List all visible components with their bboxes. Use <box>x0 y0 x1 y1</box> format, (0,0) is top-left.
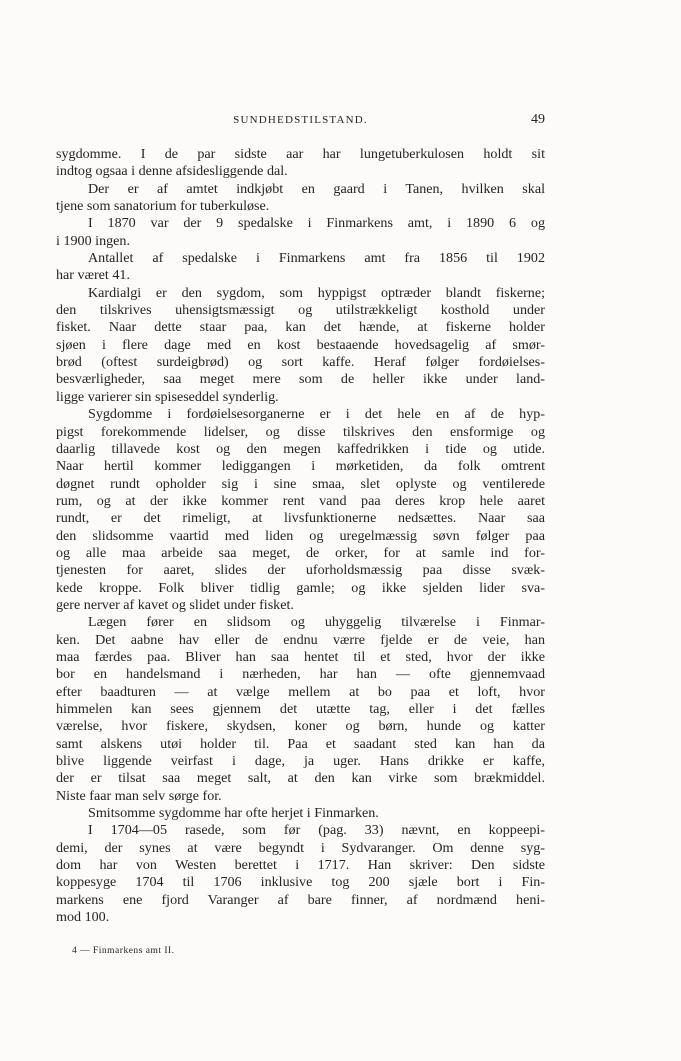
running-title: SUNDHEDSTILSTAND. <box>233 114 368 126</box>
body-text <box>56 146 545 926</box>
text-line: himmelen kan sees gjennem det utætte tag, eller i det fælles <box>56 701 545 717</box>
text-line: demi, der synes at være begyndt i Sydvaranger. Om denne syg- <box>56 839 545 856</box>
text-line: samt alskens utøi holder til. Paa et saadant sted kan han da <box>56 735 545 752</box>
text-line: koppesyge 1704 til 1706 inklusive tog 200 sjæle bort i Fin- <box>56 874 545 891</box>
text-line: sygdomme. I de par sidste aar har lungetuberkulosen holdt sit <box>56 146 545 162</box>
text-line: Naar hertil kommer lediggangen i mørketiden, da folk omtrent <box>56 458 545 475</box>
text-line: den tilskrives uhensigtsmæssigt og utilstrækkeligt kosthold under <box>56 302 545 319</box>
text-line: Kardialgi er den sygdom, som hyppigst optræder blandt fiskerne; <box>88 284 545 301</box>
text-line: dom har von Westen berettet i 1717. Han skriver: Den sidste <box>56 857 545 874</box>
text-line: kede kroppe. Folk bliver tidlig gamle; og ikke sjelden lider sva- <box>56 579 545 596</box>
text-line: maa færdes paa. Bliver han saa hentet til et sted, hvor der ikke <box>56 648 545 665</box>
text-line: gere nerver af kavet og slidet under fisket. <box>56 596 294 613</box>
text-line: sjøen i flere dage med en kost bestaaende hovedsagelig af smør- <box>56 336 545 353</box>
running-head <box>56 112 545 130</box>
text-line: pigst forekommende lidelser, og disse tilskrives den ensformige og <box>56 423 545 440</box>
text-line: døgnet rundt opholder sig i sine smaa, slet oplyste og ventilerede <box>56 475 545 492</box>
text-line: mod 100. <box>56 909 110 926</box>
text-line: Lægen fører en slidsom og uhyggelig tilværelse i Finmar- <box>88 614 545 631</box>
text-line: tjenesten for aaret, slides der uforholdsmæssig paa disse svæk- <box>56 562 545 579</box>
text-line: markens ene fjord Varanger af bare finner, af nordmænd heni- <box>56 891 545 908</box>
text-line: I 1704—05 rasede, som før (pag. 33) nævnt, en koppeepi- <box>88 822 545 839</box>
text-line: efter baadturen — at vælge mellem at bo paa et loft, hvor <box>56 683 545 700</box>
text-line: har været 41. <box>56 267 130 284</box>
text-line: Antallet af spedalske i Finmarkens amt fra 1856 til 1902 <box>88 250 545 267</box>
text-line: og alle maa arbeide saa meget, de orker, for at samle ind for- <box>56 544 545 561</box>
text-line: fisket. Naar dette staar paa, kan det hænde, at fiskerne holder <box>56 319 545 336</box>
signature-mark: 4 — Finmarkens amt II. <box>72 946 175 956</box>
text-line: brød (oftest surdeigbrød) og sort kaffe. Heraf følger fordøielses- <box>56 354 545 371</box>
text-line: der er tilsat saa meget salt, at den kan virke som brækmiddel. <box>56 770 545 787</box>
text-line: rundt, er det rimeligt, at livsfunktionerne nedsættes. Naar saa <box>56 510 545 527</box>
text-line: Smitsomme sygdomme har ofte herjet i Finmarken. <box>88 805 379 822</box>
text-line: rum, og at der ikke kommer rent vand paa deres krop hele aaret <box>56 492 545 509</box>
text-line: værelse, hvor fiskere, skydsen, koner og børn, hunde og katter <box>56 718 545 735</box>
text-line: besværligheder, saa meget mere som de heller ikke under land- <box>56 371 545 388</box>
text-line: ligge varierer sin spiseseddel synderlig. <box>56 388 279 405</box>
text-line: bor en handelsmand i nærheden, har han — ofte gjennemvaad <box>56 666 545 683</box>
text-line: Der er af amtet indkjøbt en gaard i Tanen, hvilken skal <box>88 180 545 197</box>
text-line: blive liggende veirfast i dage, ja uger. Hans drikke er kaffe, <box>56 753 545 770</box>
text-line: Niste faar man selv sørge for. <box>56 787 222 804</box>
text-line: indtog ogsaa i denne afsidesliggende dal. <box>56 163 288 180</box>
text-line: tjene som sanatorium for tuberkuløse. <box>56 198 270 215</box>
text-line: I 1870 var der 9 spedalske i Finmarkens amt, i 1890 6 og <box>88 215 545 232</box>
text-line: den slidsomme vaartid med liden og uregelmæssig søvn følger paa <box>56 527 545 544</box>
text-line: daarlig tillavede kost og den megen kaffedrikken i tide og utide. <box>56 440 545 457</box>
text-line: ken. Det aabne hav eller de endnu værre fjelde er de veie, han <box>56 631 545 648</box>
text-line: i 1900 ingen. <box>56 232 130 249</box>
text-line: Sygdomme i fordøielsesorganerne er i det hele en af de hyp- <box>88 406 545 423</box>
page-number: 49 <box>531 112 545 127</box>
